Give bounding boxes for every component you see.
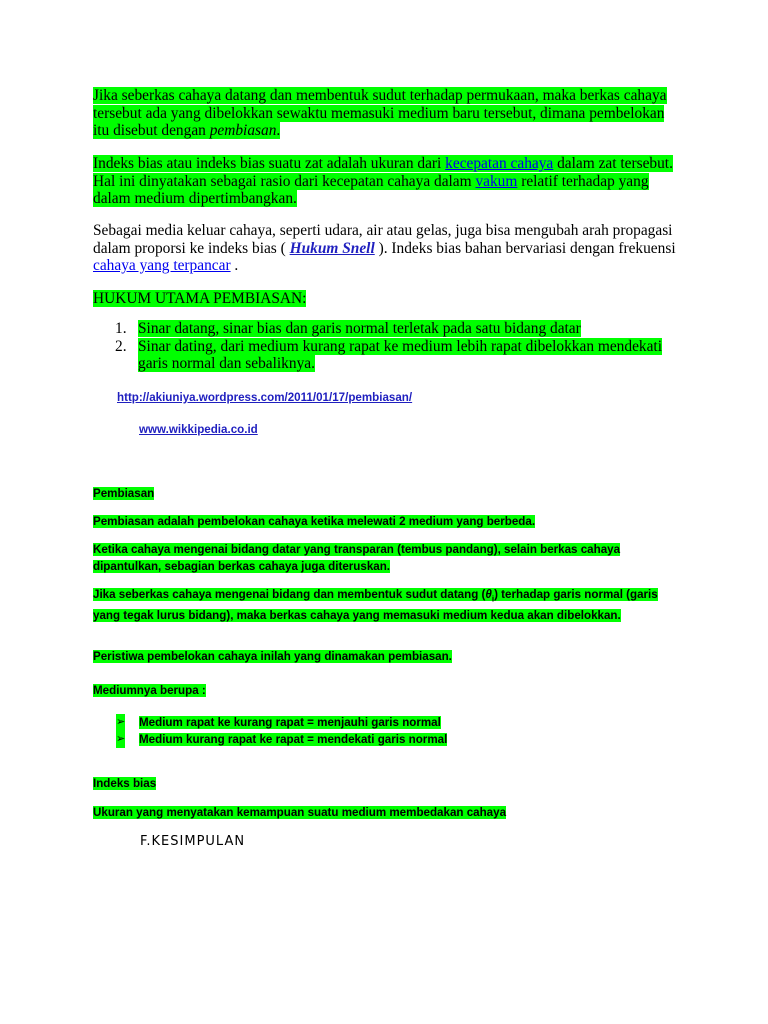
link-hukum-snell[interactable]: Hukum Snell: [289, 239, 375, 257]
arrow-bullet-icon: ➢: [116, 714, 125, 731]
term-pembiasan: pembiasan: [209, 122, 277, 139]
list-item: ➢ Medium kurang rapat ke rapat = mendekati garis normal: [116, 733, 448, 746]
sentence-peristiwa: Peristiwa pembelokan cahaya inilah yang dinamakan pembiasan.: [93, 650, 452, 663]
paragraph-media: Sebagai media keluar cahaya, seperti udara, air atau gelas, juga bisa mengubah arah propagasi dalam proporsi ke indeks bias ( Hukum Snell ). Indeks bias bahan bervariasi dengan frekuensi cahaya yang terpancar .: [93, 222, 676, 274]
paragraph-indeks-bias: Indeks bias atau indeks bias suatu zat adalah ukuran dari kecepatan cahaya dalam zat tersebut. Hal ini dinyatakan sebagai rasio dari kecepatan cahaya dalam vakum relatif terhadap yang dalam medium dipertimbangkan.: [93, 155, 673, 207]
theta-symbol: θ: [485, 588, 492, 601]
sentence-sudut-datang: Jika seberkas cahaya mengenai bidang dan membentuk sudut datang $(\theta_i)$ terhadap garis normal (garis yang tegak lurus bidang), maka berkas cahaya yang memasuki medium kedua akan dibelokkan.: [93, 588, 658, 623]
list-item: 1. Sinar datang, sinar bias dan garis normal terletak pada satu bidang datar: [115, 320, 581, 337]
link-kecepatan-cahaya[interactable]: kecepatan cahaya: [445, 155, 554, 172]
sentence-medium: Mediumnya berupa :: [93, 684, 206, 697]
link-wikkipedia[interactable]: www.wikkipedia.co.id: [139, 423, 258, 436]
section-title-pembiasan: Pembiasan: [93, 487, 155, 500]
link-vakum[interactable]: vakum: [475, 172, 518, 190]
paragraph-pembiasan-intro: Jika seberkas cahaya datang dan membentuk sudut terhadap permukaan, maka berkas cahaya tersebut ada yang dibelokkan sewaktu memasuki medium baru tersebut, dimana pembelokan itu disebut dengan pembiasan.: [93, 87, 667, 139]
section-title-indeks-bias: Indeks bias: [93, 777, 157, 790]
sentence-bidang-datar: Ketika cahaya mengenai bidang datar yang transparan (tembus pandang), selain berkas cahaya dipantulkan, sebagian berkas cahaya juga diteruskan.: [93, 543, 621, 573]
list-item: ➢ Medium rapat ke kurang rapat = menjauhi garis normal: [116, 716, 441, 729]
sentence-definisi: Pembiasan adalah pembelokan cahaya ketika melewati 2 medium yang berbeda.: [93, 515, 536, 528]
rules-list: [93, 320, 683, 373]
heading-hukum-utama: HUKUM UTAMA PEMBIASAN:: [93, 290, 307, 307]
heading-kesimpulan: F.KESIMPULAN: [140, 834, 246, 849]
link-cahaya-terpancar[interactable]: cahaya yang terpancar: [93, 257, 231, 274]
link-akiuniya-url[interactable]: http://akiuniya.wordpress.com/2011/01/17/pembiasan/: [117, 391, 413, 404]
sentence-ukuran: Ukuran yang menyatakan kemampuan suatu medium membedakan cahaya: [93, 806, 507, 819]
medium-list: [93, 714, 683, 748]
arrow-bullet-icon: ➢: [116, 731, 125, 748]
list-item: 2. Sinar dating, dari medium kurang rapat ke medium lebih rapat dibelokkan mendekati garis normal dan sebaliknya.: [115, 337, 662, 372]
